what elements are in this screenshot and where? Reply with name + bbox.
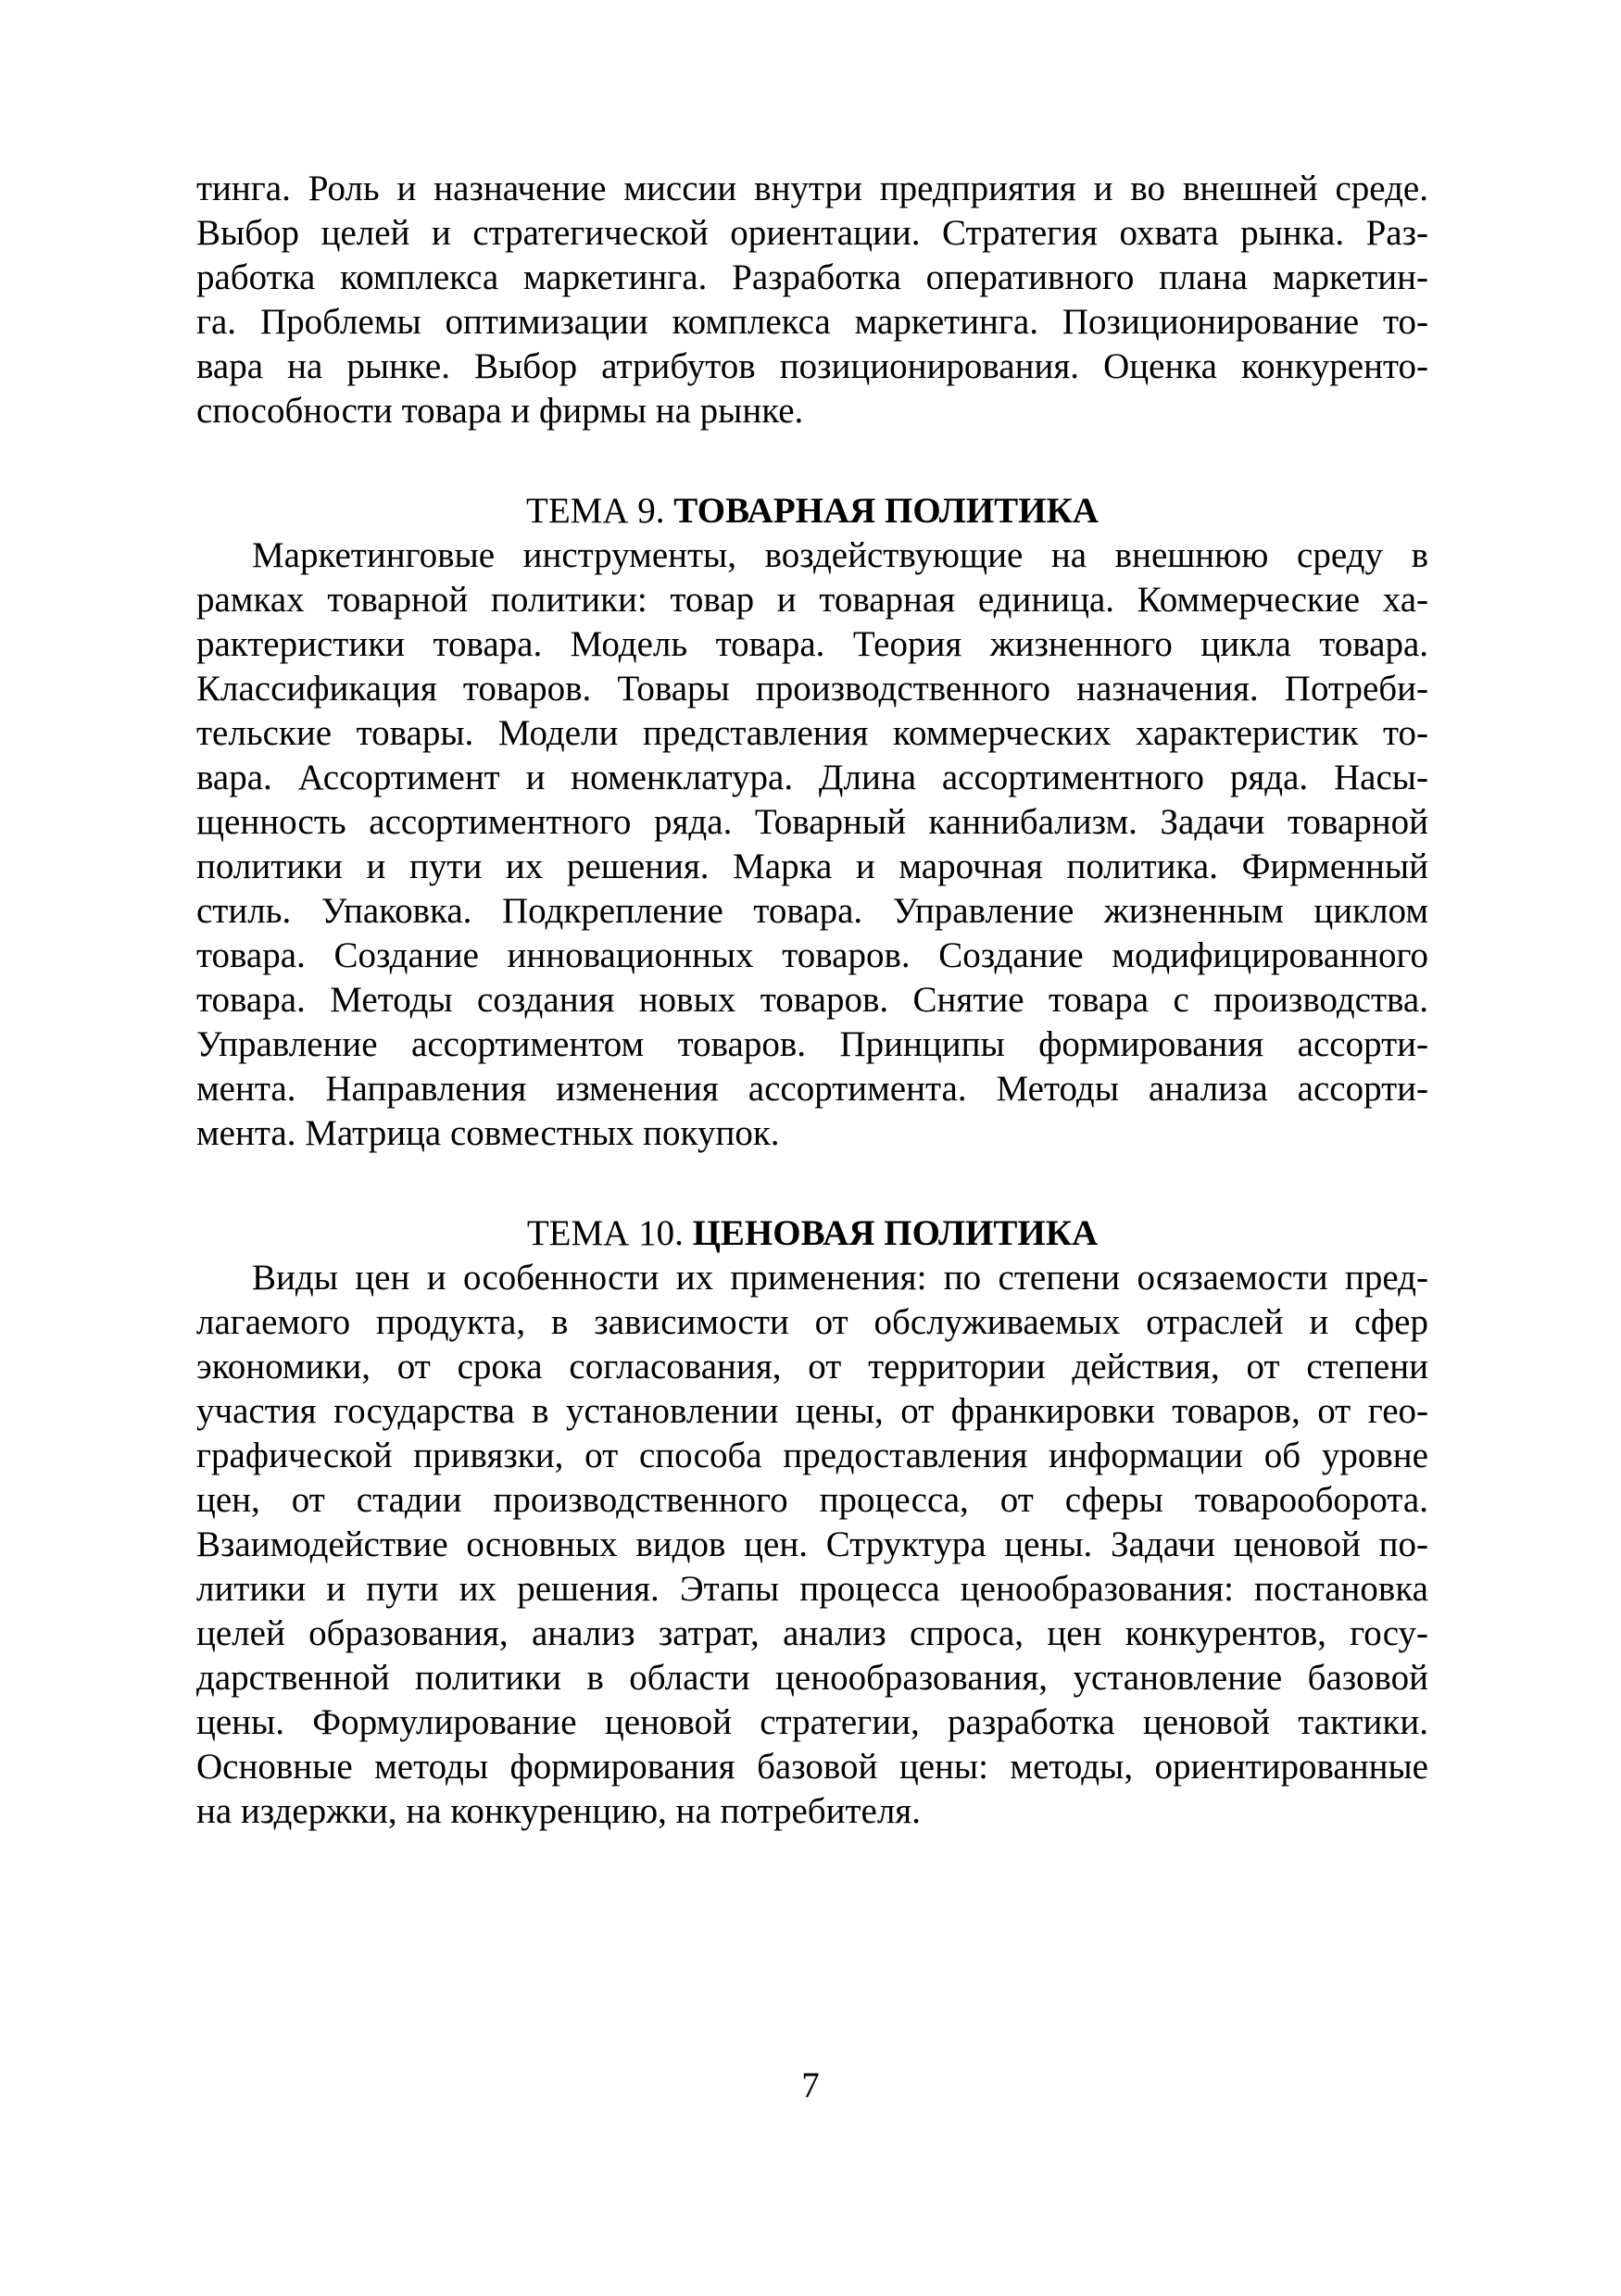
document-page <box>196 167 1428 1834</box>
paragraph-line: Основные методы формирования базовой цены: методы, ориентированные <box>196 1747 1428 1787</box>
paragraph-line: Управление ассортиментом товаров. Принципы формирования ассорти- <box>196 1024 1428 1064</box>
paragraph-line: товара. Создание инновационных товаров. Создание модифицированного <box>196 935 1428 975</box>
page-number: 7 <box>801 2065 820 2105</box>
paragraph-line: рамках товарной политики: товар и товарная единица. Коммерческие ха- <box>196 580 1428 620</box>
paragraph-line: целей образования, анализ затрат, анализ спроса, цен конкурентов, госу- <box>196 1613 1428 1653</box>
paragraph-line: вара. Ассортимент и номенклатура. Длина ассортиментного ряда. Насы- <box>196 758 1428 797</box>
paragraph-line: лагаемого продукта, в зависимости от обслуживаемых отраслей и сфер <box>196 1302 1428 1342</box>
section9-heading <box>196 489 1428 533</box>
paragraph-line: га. Проблемы оптимизации комплекса маркетинга. Позиционирование то- <box>196 302 1428 342</box>
paragraph-line: Выбор целей и стратегической ориентации. Стратегия охвата рынка. Раз- <box>196 213 1428 253</box>
paragraph-line: тельские товары. Модели представления коммерческих характеристик то- <box>196 713 1428 753</box>
paragraph-line: экономики, от срока согласования, от территории действия, от степени <box>196 1347 1428 1386</box>
section10-label: ТЕМА 10. <box>526 1213 684 1253</box>
paragraph-line: политики и пути их решения. Марка и марочная политика. Фирменный <box>196 847 1428 886</box>
paragraph-line: товара. Методы создания новых товаров. Снятие товара с производства. <box>196 980 1428 1020</box>
paragraph-line: работка комплекса маркетинга. Разработка оперативного плана маркетин- <box>196 257 1428 297</box>
intro-paragraph <box>196 167 1428 433</box>
paragraph-line: цены. Формулирование ценовой стратегии, разработка ценовой тактики. <box>196 1702 1428 1742</box>
section9-label: ТЕМА 9. <box>526 491 665 531</box>
paragraph-line: рактеристики товара. Модель товара. Теория жизненного цикла товара. <box>196 624 1428 664</box>
paragraph-line: стиль. Упаковка. Подкрепление товара. Управление жизненным циклом <box>196 891 1428 931</box>
section9-title: ТОВАРНАЯ ПОЛИТИКА <box>673 491 1099 531</box>
paragraph-line: цен, от стадии производственного процесса, от сферы товарооборота. <box>196 1480 1428 1520</box>
paragraph-line: щенность ассортиментного ряда. Товарный каннибализм. Задачи товарной <box>196 802 1428 842</box>
paragraph-line: участия государства в установлении цены, от франкировки товаров, от гео- <box>196 1391 1428 1431</box>
section9-paragraph <box>196 533 1428 1156</box>
paragraph-line: Маркетинговые инструменты, воздействующие на внешнюю среду в <box>252 535 1428 575</box>
section10-paragraph <box>196 1256 1428 1834</box>
paragraph-line: способности товара и фирмы на рынке. <box>196 391 804 431</box>
paragraph-line: дарственной политики в области ценообразования, установление базовой <box>196 1658 1428 1698</box>
section10-heading <box>196 1211 1428 1256</box>
paragraph-line: мента. Направления изменения ассортимента. Методы анализа ассорти- <box>196 1069 1428 1109</box>
section10-title: ЦЕНОВАЯ ПОЛИТИКА <box>692 1213 1099 1253</box>
paragraph-line: литики и пути их решения. Этапы процесса ценообразования: постановка <box>196 1569 1428 1609</box>
paragraph-line: Классификация товаров. Товары производственного назначения. Потреби- <box>196 669 1428 709</box>
paragraph-line: графической привязки, от способа предоставления информации об уровне <box>196 1436 1428 1475</box>
paragraph-line: Взаимодействие основных видов цен. Структура цены. Задачи ценовой по- <box>196 1524 1428 1564</box>
paragraph-line: вара на рынке. Выбор атрибутов позиционирования. Оценка конкуренто- <box>196 346 1428 386</box>
paragraph-line: Виды цен и особенности их применения: по степени осязаемости пред- <box>252 1258 1428 1298</box>
paragraph-line: тинга. Роль и назначение миссии внутри предприятия и во внешней среде. <box>196 169 1428 208</box>
paragraph-line: на издержки, на конкуренцию, на потребителя. <box>196 1791 921 1831</box>
paragraph-line: мента. Матрица совместных покупок. <box>196 1113 780 1153</box>
